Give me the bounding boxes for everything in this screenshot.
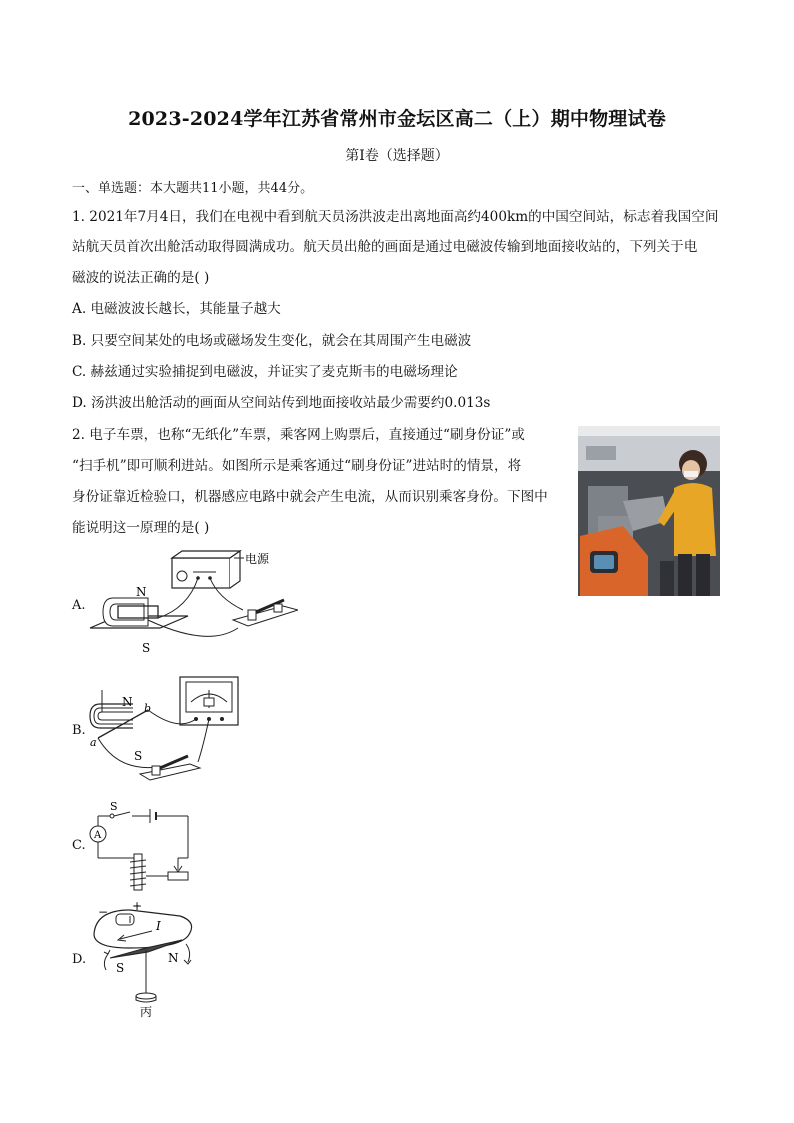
q2-line-2: “扫手机”即可顺利进站。如图所示是乘客通过“刷身份证”进站时的情景，将 bbox=[72, 458, 522, 474]
q1-option-d: D. 汤洪波出舱活动的画面从空间站传到地面接收站最少需要约0.013s bbox=[72, 395, 491, 411]
q1-option-b: B. 只要空间某处的电场或磁场发生变化，就会在其周围产生电磁波 bbox=[72, 333, 472, 349]
figure-d-plus-label: + bbox=[132, 899, 143, 913]
figure-b-s-label: S bbox=[134, 749, 143, 763]
q2-option-c-label: C. bbox=[72, 838, 86, 853]
figure-d-s-label: S bbox=[116, 961, 125, 975]
page-title: 2023-2024学年江苏省常州市金坛区高二（上）期中物理试卷 bbox=[128, 108, 666, 130]
q1-line-3: 磁波的说法正确的是( ) bbox=[72, 270, 210, 286]
q2-option-d-label: D. bbox=[72, 952, 87, 967]
figure-d-oersted bbox=[90, 896, 200, 1020]
q2-option-a-label: A. bbox=[72, 598, 86, 613]
figure-d-n-label: N bbox=[168, 951, 179, 965]
figure-a-n-label: N bbox=[136, 585, 147, 599]
figure-d-minus-label: − bbox=[98, 905, 109, 919]
figure-a-generator bbox=[88, 548, 298, 658]
figure-b-b-label: b bbox=[144, 702, 152, 715]
figure-d-current-label: I bbox=[156, 919, 161, 933]
q2-line-1: 2. 电子车票，也称“无纸化”车票，乘客网上购票后，直接通过“刷身份证”或 bbox=[72, 427, 525, 443]
section-subtitle: 第I卷（选择题） bbox=[345, 148, 449, 164]
q1-option-c: C. 赫兹通过实验捕捉到电磁波，并证实了麦克斯韦的电磁场理论 bbox=[72, 364, 458, 380]
station-gate-photo bbox=[578, 426, 720, 596]
section-heading: 一、单选题：本大题共11小题，共44分。 bbox=[72, 181, 314, 196]
figure-b-a-label: a bbox=[90, 736, 97, 749]
q2-line-4: 能说明这一原理的是( ) bbox=[72, 520, 210, 536]
q1-option-a: A. 电磁波波长越长，其能量子越大 bbox=[72, 301, 281, 317]
figure-a-power-label: 电源 bbox=[245, 552, 270, 566]
figure-b-n-label: N bbox=[122, 695, 133, 709]
q2-option-b-label: B. bbox=[72, 723, 86, 738]
q1-line-2: 站航天员首次出舱活动取得圆满成功。航天员出舱的画面是通过电磁波传输到地面接收站的，下列关于电 bbox=[72, 239, 698, 255]
figure-b-galvanometer bbox=[88, 672, 248, 787]
figure-a-s-label: S bbox=[142, 641, 151, 655]
q1-line-1: 1. 2021年7月4日，我们在电视中看到航天员汤洪波走出离地面高约400km的中国空间站，标志着我国空间 bbox=[72, 209, 719, 225]
figure-d-stand-label: 丙 bbox=[140, 1005, 153, 1019]
figure-c-circuit bbox=[88, 796, 198, 892]
figure-c-s-label: S bbox=[110, 800, 118, 813]
figure-c-meter-label: A bbox=[94, 830, 102, 841]
q2-line-3: 身份证靠近检验口，机器感应电路中就会产生电流，从而识别乘客身份。下图中 bbox=[72, 489, 548, 505]
